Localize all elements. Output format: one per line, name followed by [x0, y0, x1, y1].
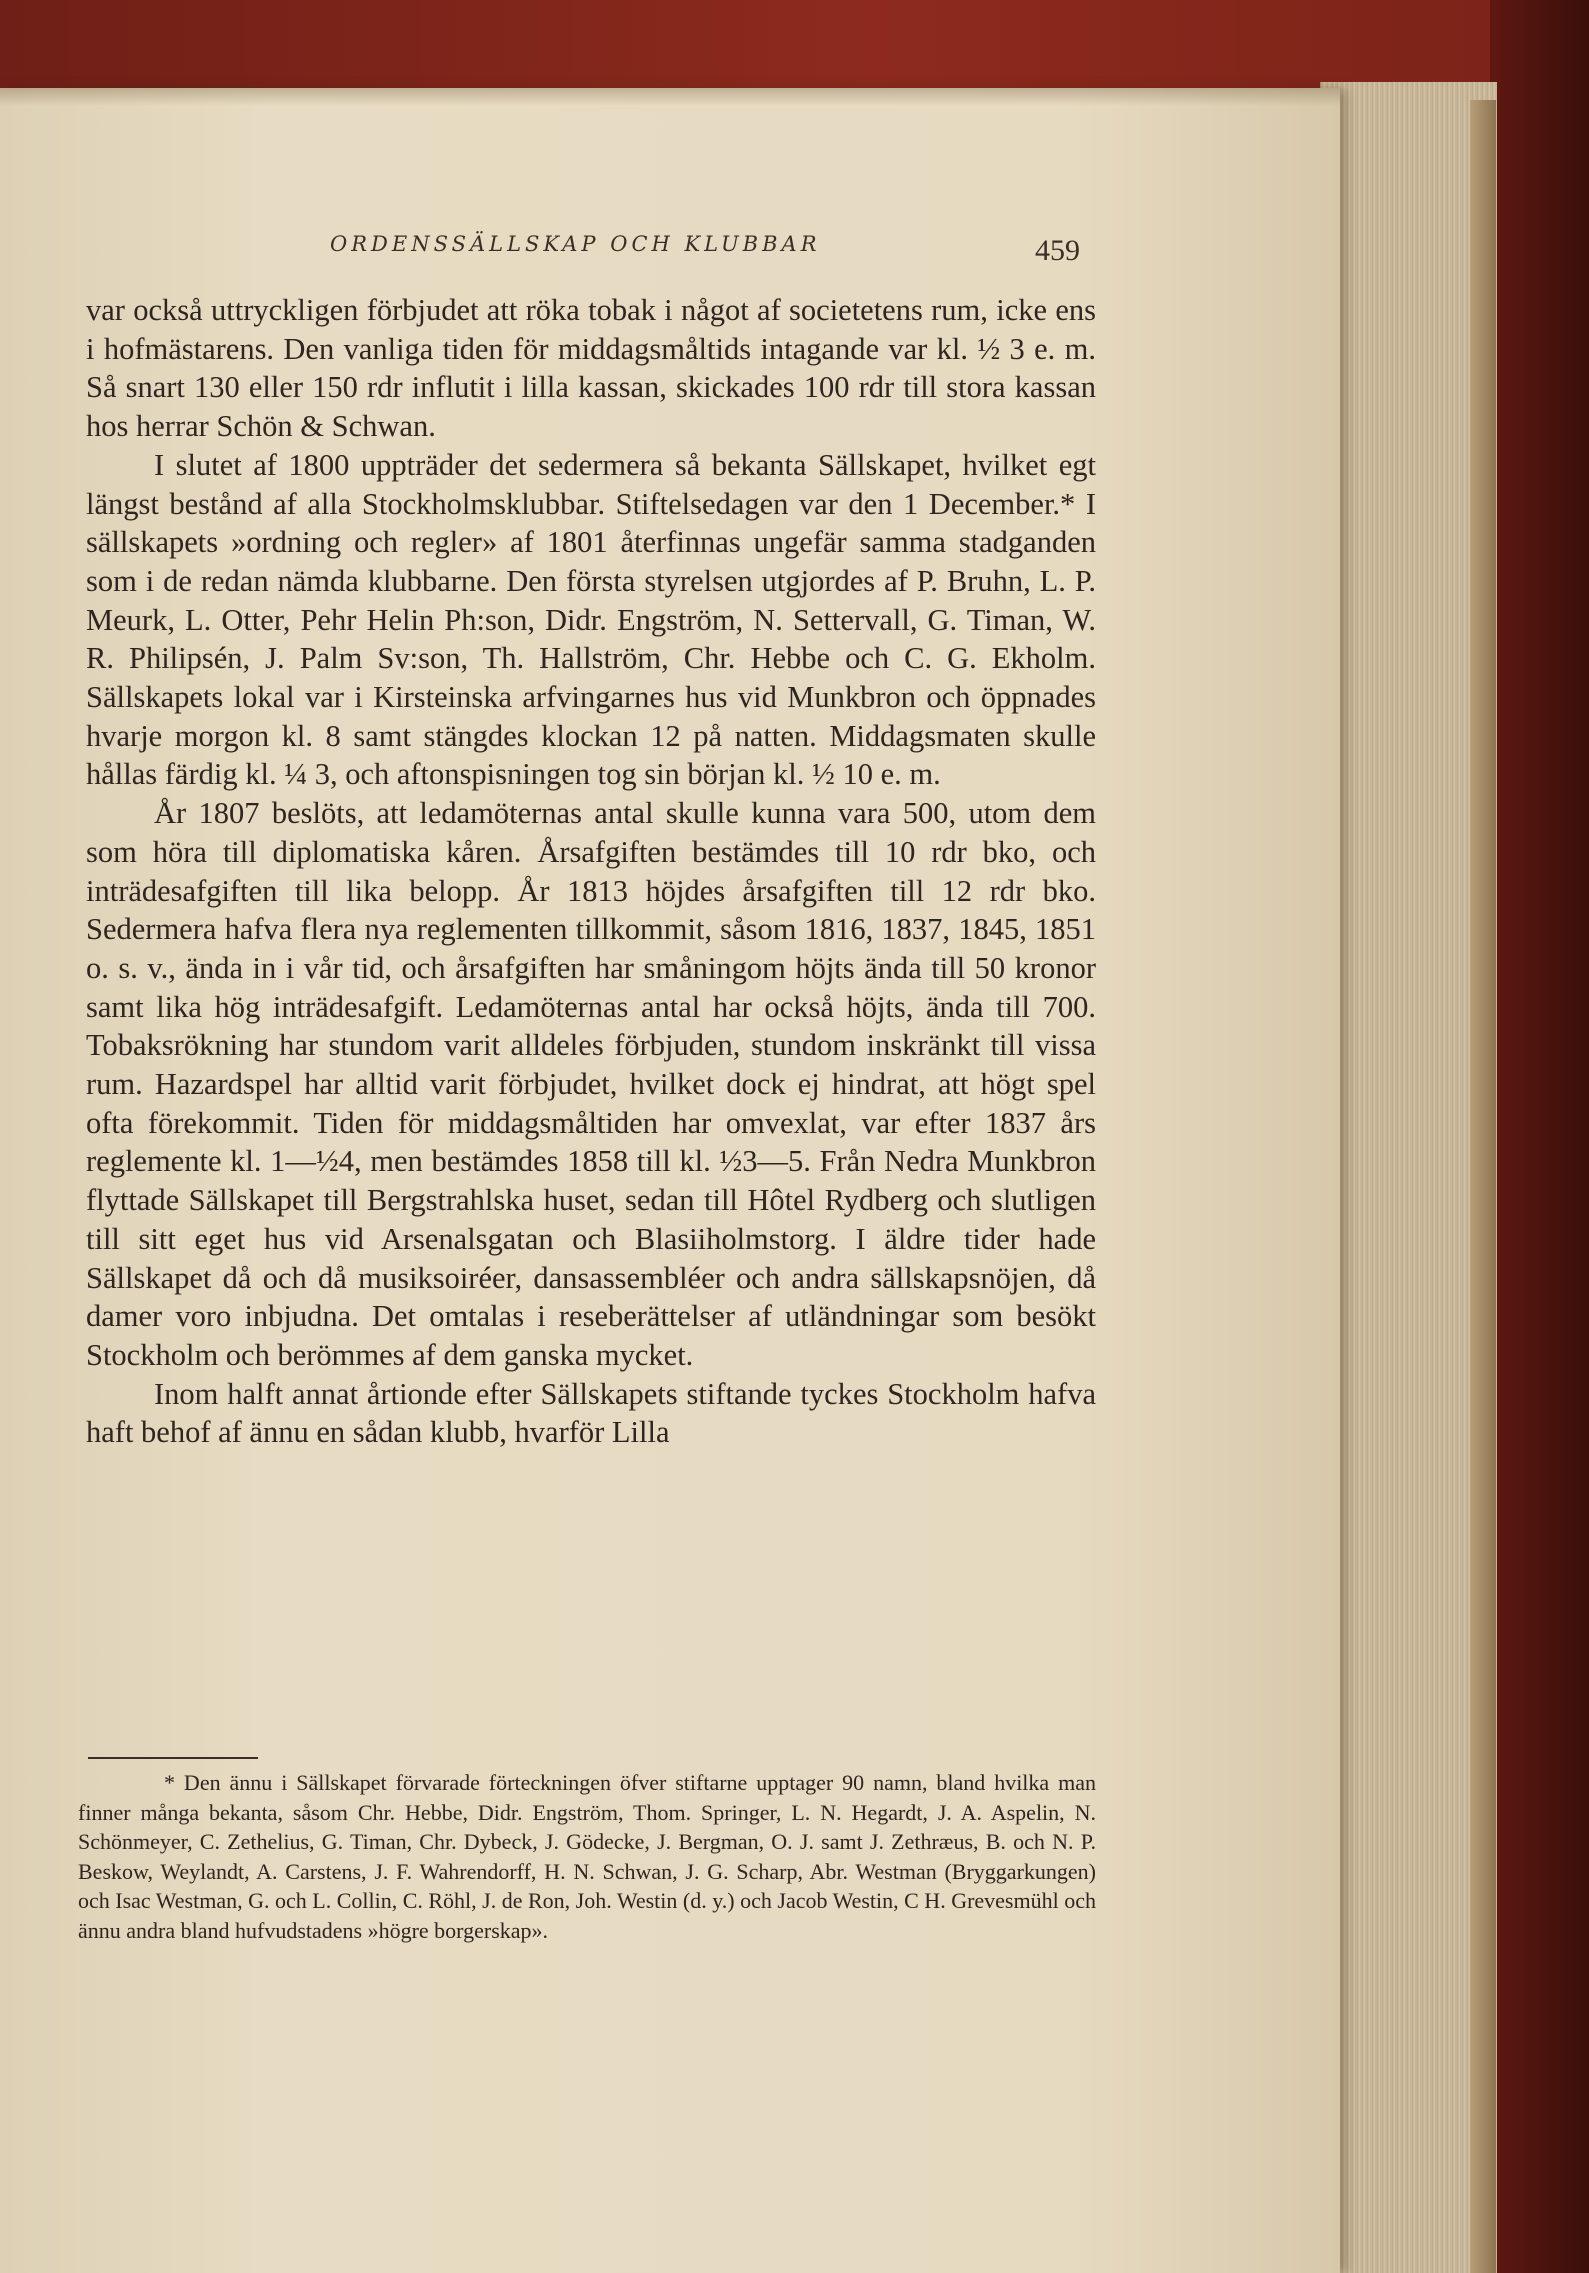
page-top-shade	[0, 88, 1340, 106]
running-head	[0, 232, 1340, 272]
page-number: 459	[1035, 234, 1080, 267]
footnote-text: * Den ännu i Sällskapet förvarade förteckningen öfver stiftarne upptager 90 namn, bland hvilka man finner många bekanta, såsom Chr. Hebbe, Didr. Engström, Thom. Springer, L. N. Hegardt, J. A. Aspelin, N. Schönmeyer, C. Zethelius, G. Timan, Chr. Dybeck, J. Gödecke, J. Bergman, O. J. samt J. Zethræus, B. och N. P. Beskow, Weylandt, A. Carstens, J. F. Wahrendorff, H. N. Schwan, J. G. Scharp, Abr. Westman (Bryggarkungen) och Isac Westman, G. och L. Collin, C. Röhl, J. de Ron, Joh. Westin (d. y.) och Jacob Westin, C H. Grevesmühl och ännu andra bland hufvudstadens »högre borgerskap».	[78, 1770, 1096, 1943]
footnote-rule	[88, 1757, 258, 1759]
paragraph-3: År 1807 beslöts, att ledamöternas antal skulle kunna vara 500, utom dem som höra till diplomatiska kåren. Årsafgiften bestämdes till 10 rdr bko, och inträdesafgiften till lika belopp. År 1813 höjdes årsafgiften till 12 rdr bko. Sedermera hafva flera nya reglementen tillkommit, såsom 1816, 1837, 1845, 1851 o. s. v., ända in i vår tid, och årsafgiften har småningom höjts ända till 50 kronor samt lika hög inträdesafgift. Ledamöternas antal har också höjts, ända till 700. Tobaksrökning har stundom varit alldeles förbjuden, stundom inskränkt till vissa rum. Hazardspel har alltid varit förbjudet, hvilket dock ej hindrat, att högt spel ofta förekommit. Tiden för middagsmåltiden har omvexlat, var efter 1837 års reglemente kl. 1—½4, men bestämdes 1858 till kl. ½3—5. Från Nedra Munkbron flyttade Sällskapet till Bergstrahlska huset, sedan till Hôtel Rydberg och slutligen till sitt eget hus vid Arsenalsgatan och Blasiiholmstorg. I äldre tider hade Sällskapet då och då musiksoiréer, dansassembléer och andra sällskapsnöjen, då damer voro inbjudna. Det omtalas i reseberättelser af utländningar som besökt Stockholm och berömmes af dem ganska mycket.	[86, 796, 1096, 1372]
paragraph-4: Inom halft annat årtionde efter Sällskapets stiftande tyckes Stockholm hafva haft behof af ännu en sådan klubb, hvarför Lilla	[86, 1376, 1096, 1450]
page-stack-shadow	[1470, 100, 1496, 2273]
cover-shadow	[1490, 0, 1589, 2273]
body-text	[86, 291, 1096, 1452]
footnote	[78, 1768, 1096, 1946]
paragraph-1: var också uttryckligen förbjudet att röka tobak i något af societetens rum, icke ens i hofmästarens. Den vanliga tiden för middagsmåltids intagande var kl. ½ 3 e. m. Så snart 130 eller 150 rdr influtit i lilla kassan, skickades 100 rdr till stora kassan hos herrar Schön & Schwan.	[86, 293, 1096, 444]
running-title: ORDENSSÄLLSKAP OCH KLUBBAR	[330, 232, 821, 256]
paragraph-2: I slutet af 1800 uppträder det sedermera så bekanta Sällskapet, hvilket egt längst bestånd af alla Stockholmsklubbar. Stiftelsedagen var den 1 December.* I sällskapets »ordning och regler» af 1801 återfinnas ungefär samma stadganden som i de redan nämda klubbarne. Den första styrelsen utgjordes af P. Bruhn, L. P. Meurk, L. Otter, Pehr Helin Ph:son, Didr. Engström, N. Settervall, G. Timan, W. R. Philipsén, J. Palm Sv:son, Th. Hallström, Chr. Hebbe och C. G. Ekholm. Sällskapets lokal var i Kirsteinska arfvingarnes hus vid Munkbron och öppnades hvarje morgon kl. 8 samt stängdes klockan 12 på natten. Middagsmaten skulle hållas färdig kl. ¼ 3, och aftonspisningen tog sin början kl. ½ 10 e. m.	[86, 447, 1096, 792]
